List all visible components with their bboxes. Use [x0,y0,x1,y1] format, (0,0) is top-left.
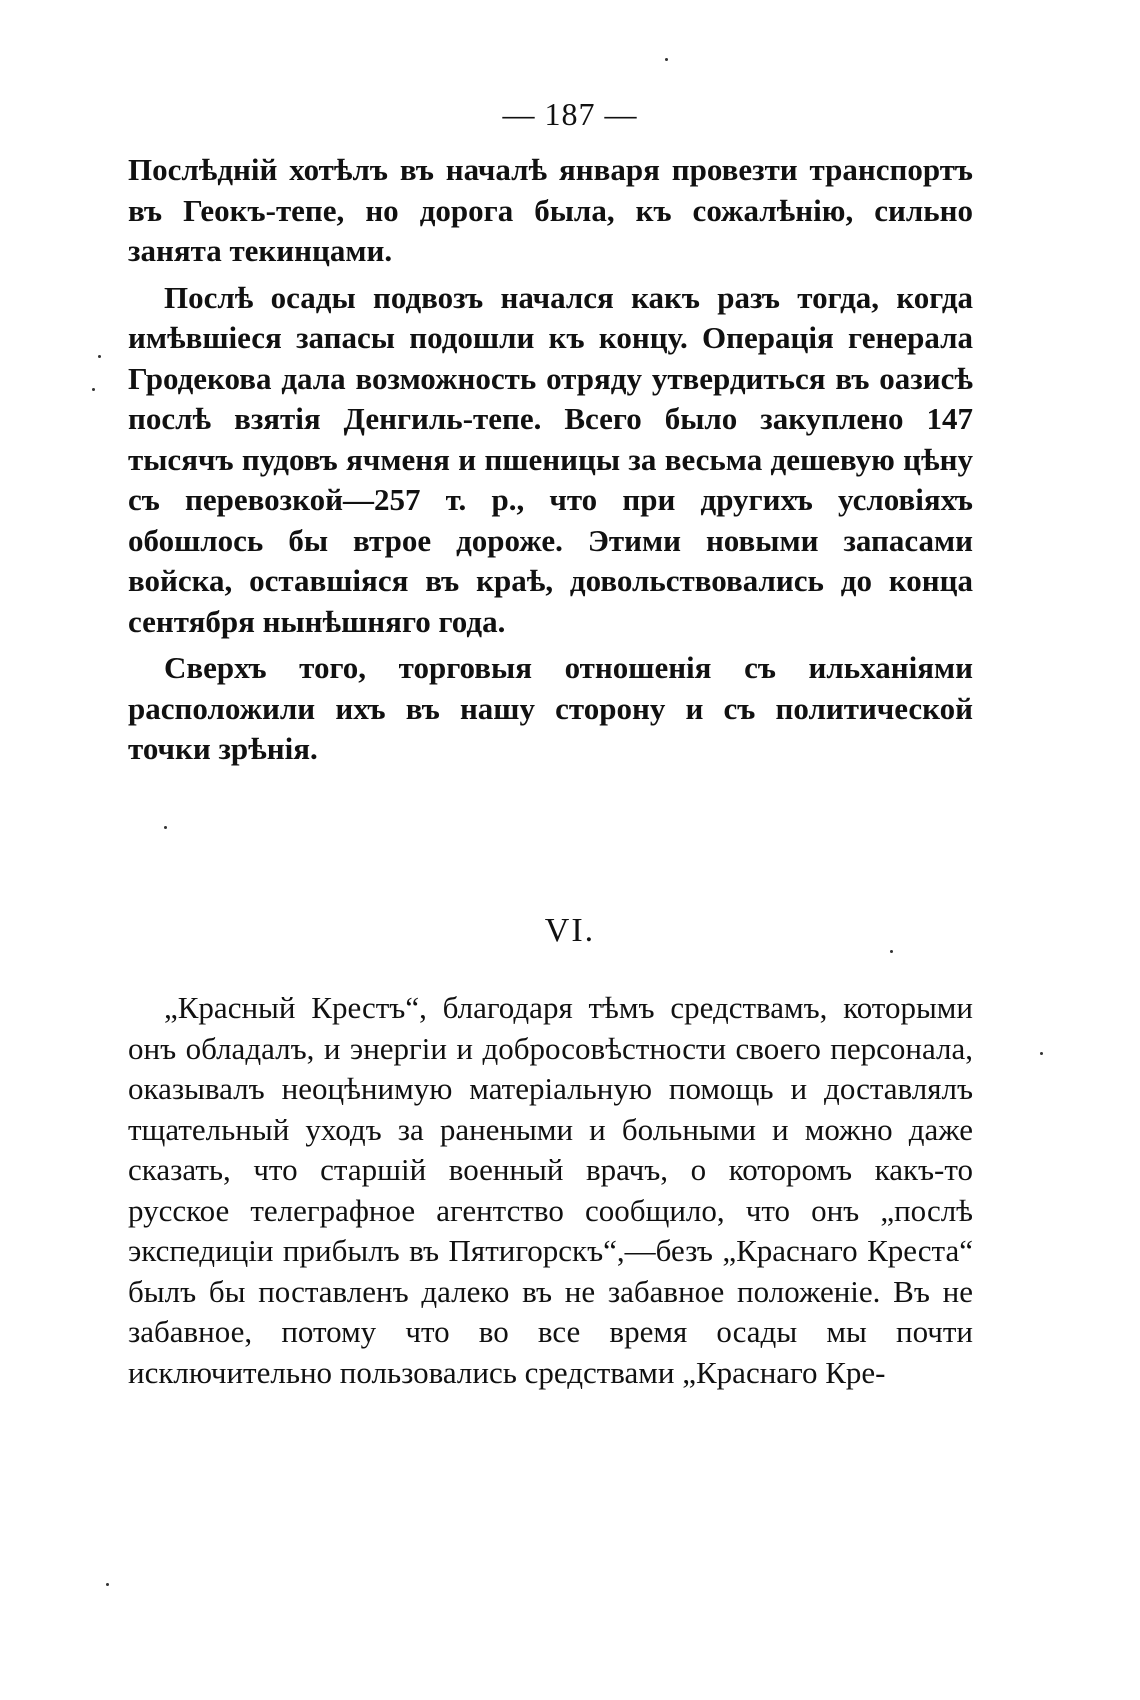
print-speck [665,58,668,61]
section-heading: VI. [544,912,596,949]
top-text-block [128,150,973,776]
page-number: — 187 — [502,96,638,132]
print-speck [106,1583,109,1586]
print-speck [164,826,167,829]
print-speck [1040,1052,1043,1055]
paragraph-2: Послѣ осады подвозъ начался какъ разъ тогда, когда имѣвшіеся запасы подошли къ концу. Операція генерала Гродекова дала возможность отряду утвердиться въ оазисѣ послѣ взятія Денгиль-тепе. Всего было закуплено 147 тысячъ пудовъ ячменя и пшеницы за весьма дешевую цѣну съ перевозкой—257 т. р., что при другихъ условіяхъ обошлось бы втрое дороже. Этими новыми запасами войска, оставшіяся въ краѣ, довольствовались до конца сентября нынѣшняго года. [128,279,973,639]
bottom-text-block [128,988,973,1399]
paragraph-4: „Красный Крестъ“, благодаря тѣмъ средствамъ, которыми онъ обладалъ, и энергіи и добросовѣстности своего персонала, оказывалъ неоцѣнимую матеріальную помощь и доставлялъ тщательный уходъ за ранеными и больными и можно даже сказать, что старшій военный врачъ, о которомъ какъ-то русское телеграфное агентство сообщило, что онъ „послѣ экспедиціи прибылъ въ Пятигорскъ“,—безъ „Краснаго Креста“ былъ бы поставленъ далеко въ не забавное положеніе. Въ не забавное, потому что во все время осады мы почти исключительно пользовались средствами „Краснаго Кре- [128,990,973,1390]
paragraph-3: Сверхъ того, торговыя отношенія съ ильханіями расположили ихъ въ нашу сторону и съ политической точки зрѣнія. [128,650,973,766]
print-speck [98,355,101,358]
paragraph-1: Послѣдній хотѣлъ въ началѣ января провезти транспортъ въ Геокъ-тепе, но дорога была, къ сожалѣнію, сильно занята текинцами. [128,152,973,268]
print-speck [92,388,95,391]
print-speck [890,950,893,953]
